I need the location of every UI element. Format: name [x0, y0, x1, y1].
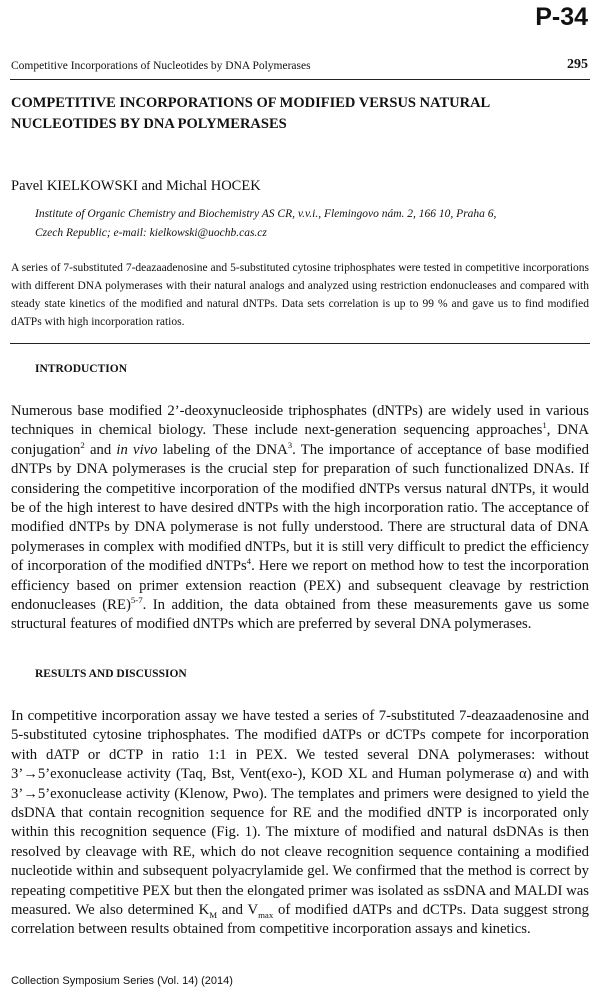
title-line-2: NUCLEOTIDES BY DNA POLYMERASES: [11, 116, 287, 132]
title-line-1: COMPETITIVE INCORPORATIONS OF MODIFIED VERSUS NATURAL: [11, 95, 491, 111]
km-subscript: M: [209, 910, 218, 920]
affiliation-line-2: Czech Republic; e-mail: kielkowski@uochb.cas.cz: [35, 226, 267, 239]
paper-title: [11, 93, 491, 135]
authors: Pavel KIELKOWSKI and Michal HOCEK: [11, 178, 261, 194]
ref-2: 2: [80, 439, 85, 450]
introduction-paragraph: Numerous base modified 2’-deoxynucleoside triphosphates (dNTPs) are widely used in various techniques in chemical biology. These include next-generation sequencing approaches$^1$, DNA conjugation$^2$ and in vivo labeling of the DNA$^3$. The importance of acceptance of base modified dNTPs by DNA polymerases is the crucial step for preparation of such functionalized DNAs. If considering the competitive incorporation of the modified dNTPs versus natural dNTPs, it would be of the high interest to have desired dNTPs with the high incorporation ratio. The acceptance of modified dNTPs by DNA polymerase is not fully understood. There are structural data of DNA polymerases in complex with modified dNTPs, but it is still very difficult to predict the efficiency of incorporation of the modified dNTPs$^4$. Here we report on method how to test the incorporation efficiency based on primer extension reaction (PEX) and subsequent cleavage by restriction endonucleases (RE)$^{5-7}$. In addition, the data obtained from these measurements gave us some structural features of modified dNTPs which are preferred by several DNA polymerases.: [11, 403, 589, 633]
page-number: 295: [567, 57, 588, 72]
abstract: A series of 7-substituted 7-deazaadenosine and 5-substituted cytosine triphosphates were tested in competitive incorporations with different DNA polymerases with their natural analogs and analyzed using restriction endonucleases and compared with steady state kinetics of the modified and natural dNTPs. Data sets correlation is up to 99 % and gave us to find modified dATPs with high incorporation ratios.: [11, 262, 589, 328]
ref-1: 1: [542, 420, 547, 431]
page-code: P-34: [535, 3, 588, 31]
header-rule: [10, 79, 590, 80]
vmax-subscript: max: [258, 910, 274, 920]
footer: Collection Symposium Series (Vol. 14) (2014): [11, 975, 233, 987]
introduction-heading: INTRODUCTION: [35, 363, 128, 375]
affiliation: [35, 205, 555, 242]
ref-4: 4: [246, 556, 252, 567]
ref-3: 3: [287, 439, 293, 450]
results-paragraph: In competitive incorporation assay we have tested a series of 7-substituted 7-deazaadenosine and 5-substituted cytosine triphosphates. The modified dATPs or dCTPs compete for incorporation with dATP or dCTP in ratio 1:1 in PEX. We tested several DNA polymerases: without 3’→5’exonuclease activity (Taq, Bst, Vent(exo-), KOD XL and Human polymerase α) and with 3’→5’exonuclease activity (Klenow, Pwo). The templates and primers were designed to yield the dsDNA that contain recognition sequence for RE and the modified dNTP is incorporated only within this recognition sequence (Fig. 1). The mixture of modified and natural dsDNAs is then resolved by cleavage with RE, which do not cleave recognition sequence containing a modified nucleotide within and subsequent polyacrylamide gel. We confirmed that the method is correct by repeating competitive PEX but then the elongated primer was isolated as ssDNA and MALDI was measured. We also determined $K_M$ and $V_{max}$ of modified dATPs and dCTPs. Data suggest strong correlation between results obtained from competitive incorporation assays and kinetics.: [11, 708, 589, 938]
results-heading: RESULTS AND DISCUSSION: [35, 668, 187, 680]
ref-5-7: 5-7: [130, 595, 143, 606]
affiliation-line-1: Institute of Organic Chemistry and Biochemistry AS CR, v.v.i., Flemingovo nám. 2, 166 10, Praha 6,: [35, 208, 497, 220]
abstract-rule: [10, 343, 590, 344]
running-head: Competitive Incorporations of Nucleotides by DNA Polymerases: [11, 60, 311, 72]
